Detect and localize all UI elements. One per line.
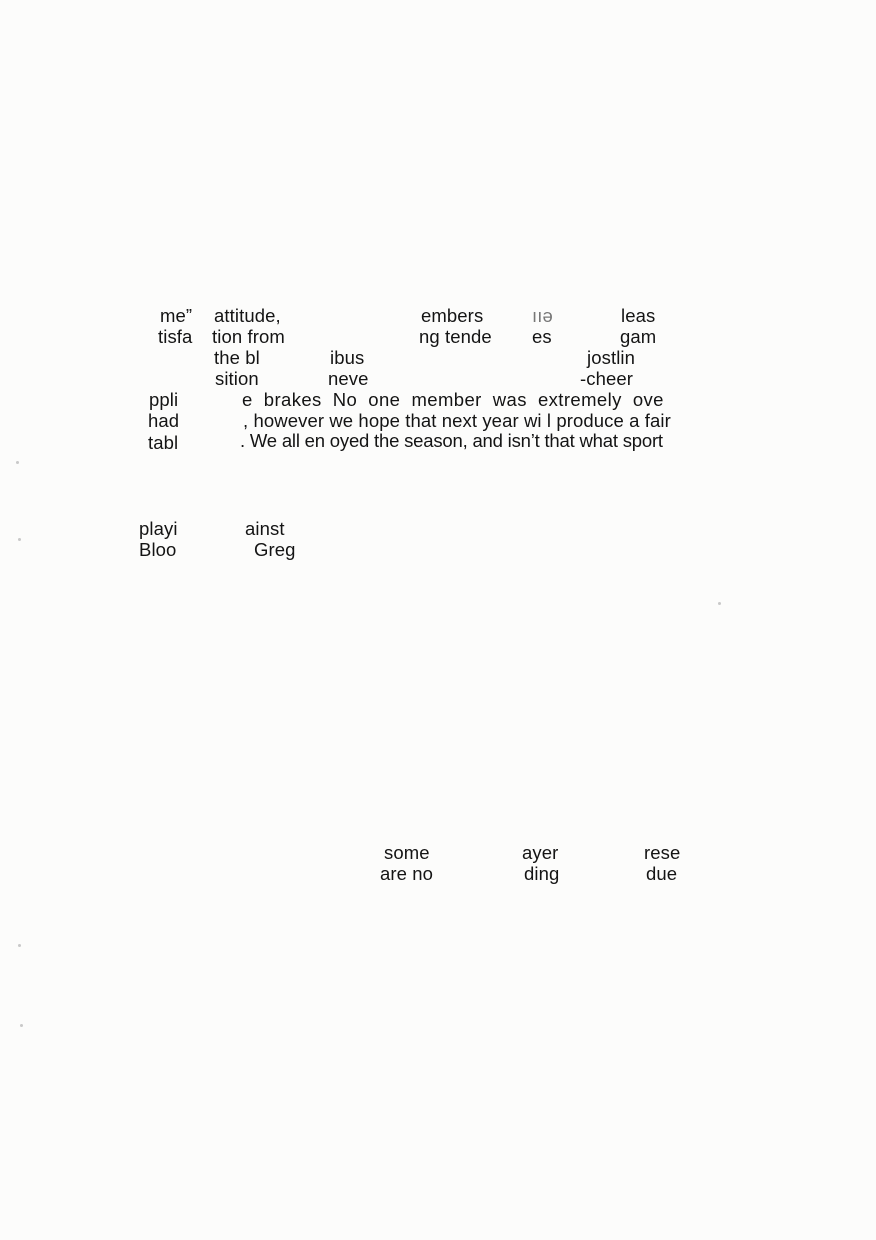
text-fragment: ibus bbox=[330, 347, 365, 368]
text-fragment: Bloo bbox=[139, 539, 177, 560]
text-fragment: Greg bbox=[254, 539, 296, 560]
text-fragment: -cheer bbox=[580, 368, 634, 389]
scan-speck bbox=[18, 538, 21, 541]
text-fragment: playi bbox=[139, 518, 178, 539]
text-fragment: embers bbox=[421, 305, 484, 326]
text-fragment: tion from bbox=[212, 326, 285, 347]
text-fragment: me” bbox=[160, 305, 193, 326]
text-fragment: ainst bbox=[245, 518, 285, 539]
text-fragment: tabl bbox=[148, 432, 179, 453]
text-fragment: leas bbox=[621, 305, 656, 326]
text-fragment: sition bbox=[215, 368, 259, 389]
text-fragment: rese bbox=[644, 842, 681, 863]
text-fragment: , however we hope that next year wi l produce a fair bbox=[243, 410, 671, 431]
scan-speck bbox=[20, 1024, 23, 1027]
text-fragment: ayer bbox=[522, 842, 559, 863]
text-fragment: ng tende bbox=[419, 326, 492, 347]
text-fragment: neve bbox=[328, 368, 369, 389]
text-fragment: tisfa bbox=[158, 326, 193, 347]
text-fragment: . We all en oyed the season, and isn’t that what sport bbox=[240, 430, 663, 451]
text-fragment: es bbox=[532, 326, 552, 347]
text-fragment: due bbox=[646, 863, 678, 884]
text-fragment: gam bbox=[620, 326, 657, 347]
text-fragment: ııə bbox=[532, 305, 553, 326]
text-fragment: some bbox=[384, 842, 430, 863]
scan-speck bbox=[18, 944, 21, 947]
text-fragment: the bl bbox=[214, 347, 260, 368]
text-fragment: attitude, bbox=[214, 305, 281, 326]
text-fragment: e brakes No one member was extremely ove bbox=[242, 389, 664, 410]
text-fragment: had bbox=[148, 410, 180, 431]
text-fragment: jostlin bbox=[587, 347, 635, 368]
text-fragment: are no bbox=[380, 863, 434, 884]
text-fragment: ppli bbox=[149, 389, 179, 410]
text-fragment: ding bbox=[524, 863, 560, 884]
scan-speck bbox=[718, 602, 721, 605]
scan-speck bbox=[16, 461, 19, 464]
